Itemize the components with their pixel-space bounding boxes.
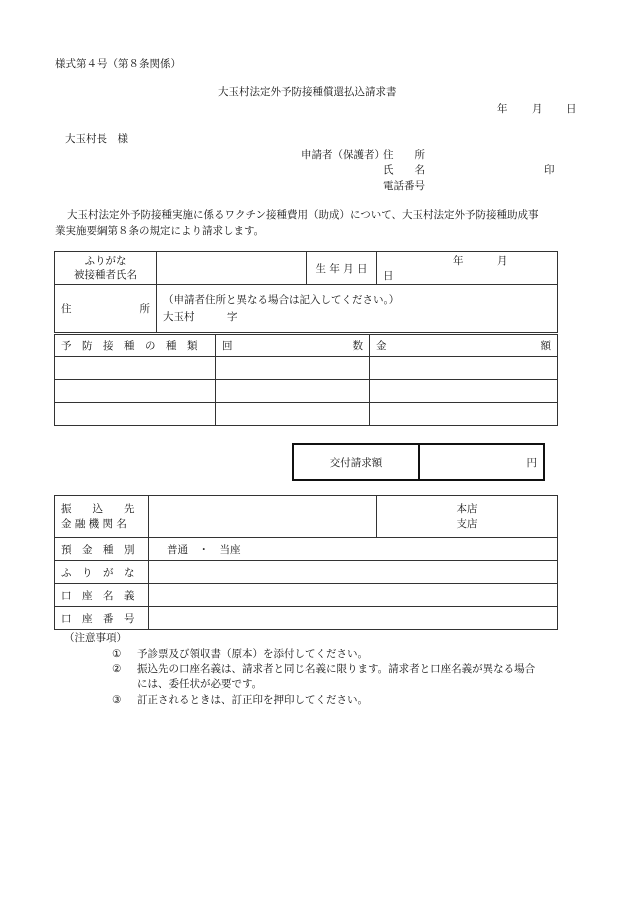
address-field[interactable] — [157, 285, 558, 333]
note-item: ② 振込先の口座名義は、請求者と同じ名義に限ります。請求者と口座名義が異なる場合 — [112, 663, 536, 675]
form-label: 様式第４号（第８条関係） — [55, 58, 181, 70]
patient-name-field[interactable] — [157, 252, 307, 285]
body-text-line2: 業実施要綱第８条の規定により請求します。 — [55, 225, 265, 237]
vaccine-row — [55, 403, 558, 426]
yen-unit: 円 — [526, 456, 537, 469]
applicant-address-label: 住 所 — [383, 149, 425, 161]
address-label-b: 所 — [139, 303, 150, 315]
birth-day: 日 — [383, 270, 394, 282]
address-note: （申請者住所と異なる場合は記入してください。） — [163, 293, 400, 306]
applicant-name-label: 氏 名 — [383, 164, 425, 176]
birth-date-label: 生 年 月 日 — [307, 252, 377, 285]
bank-label-cell — [55, 496, 149, 538]
note-item: ③ 訂正されるときは、訂正印を押印してください。 — [112, 694, 368, 706]
grant-amount-box — [292, 443, 545, 481]
amount-cell[interactable] — [370, 357, 558, 380]
account-name-field[interactable] — [149, 584, 558, 607]
branch-label: 支店 — [456, 517, 478, 530]
vaccine-row — [55, 357, 558, 380]
page-title: 大玉村法定外予防接種償還払込請求書 — [218, 86, 397, 98]
birth-year: 年 — [453, 255, 464, 267]
applicant-label: 申請者（保護者） — [301, 149, 385, 161]
vaccine-table — [54, 334, 558, 426]
bank-table — [54, 495, 558, 630]
grant-amount-field[interactable] — [419, 444, 544, 480]
note-item: には、委任状が必要です。 — [137, 678, 263, 690]
patient-name-label-cell — [55, 252, 157, 285]
addressee: 大玉村長 様 — [65, 133, 128, 145]
transfer-label: 振 込 先 — [61, 502, 135, 515]
head-office-label: 本店 — [456, 502, 478, 515]
amount-cell[interactable] — [370, 403, 558, 426]
note-item: ① 予診票及び領収書（原本）を添付してください。 — [112, 648, 368, 660]
vaccine-type-header: 予 防 接 種 の 種 類 — [55, 335, 216, 357]
bank-name-field[interactable] — [149, 496, 377, 538]
vaccine-type-cell[interactable] — [55, 357, 216, 380]
branch-field[interactable] — [377, 496, 558, 538]
date-month: 月 — [532, 103, 543, 115]
amount-cell[interactable] — [370, 380, 558, 403]
account-furigana-field[interactable] — [149, 561, 558, 584]
patient-table — [54, 251, 558, 333]
applicant-phone-label: 電話番号 — [383, 180, 425, 192]
count-cell[interactable] — [216, 380, 370, 403]
account-furigana-label: ふ り が な — [55, 561, 149, 584]
date-day: 日 — [566, 103, 577, 115]
deposit-type-field[interactable]: 普通 ・ 当座 — [149, 538, 558, 561]
date-year: 年 — [497, 103, 508, 115]
birth-month: 月 — [497, 255, 508, 267]
village-name: 大玉村 — [163, 310, 195, 323]
account-name-label: 口 座 名 義 — [55, 584, 149, 607]
seal-mark: 印 — [544, 164, 555, 176]
account-number-label: 口 座 番 号 — [55, 607, 149, 630]
count-cell[interactable] — [216, 403, 370, 426]
furigana-label: ふりがな — [84, 255, 127, 267]
bank-name-label: 金 融 機 関 名 — [61, 517, 127, 530]
address-label-a: 住 — [61, 303, 72, 315]
account-number-field[interactable] — [149, 607, 558, 630]
vaccine-type-cell[interactable] — [55, 380, 216, 403]
count-cell[interactable] — [216, 357, 370, 380]
patient-name-label: 被接種者氏名 — [74, 269, 137, 281]
body-text-line1: 大玉村法定外予防接種実施に係るワクチン接種費用（助成）について、大玉村法定外予防接種助成事 — [67, 209, 539, 221]
notes-heading: （注意事項） — [64, 632, 127, 644]
amount-header: 金 額 — [370, 335, 558, 357]
count-header: 回 数 — [216, 335, 370, 357]
birth-date-field[interactable] — [377, 252, 558, 285]
vaccine-type-cell[interactable] — [55, 403, 216, 426]
deposit-type-label: 預 金 種 別 — [55, 538, 149, 561]
vaccine-row — [55, 380, 558, 403]
aza-label: 字 — [227, 310, 238, 323]
grant-amount-label: 交付請求額 — [293, 444, 419, 480]
address-label-cell — [55, 285, 157, 333]
